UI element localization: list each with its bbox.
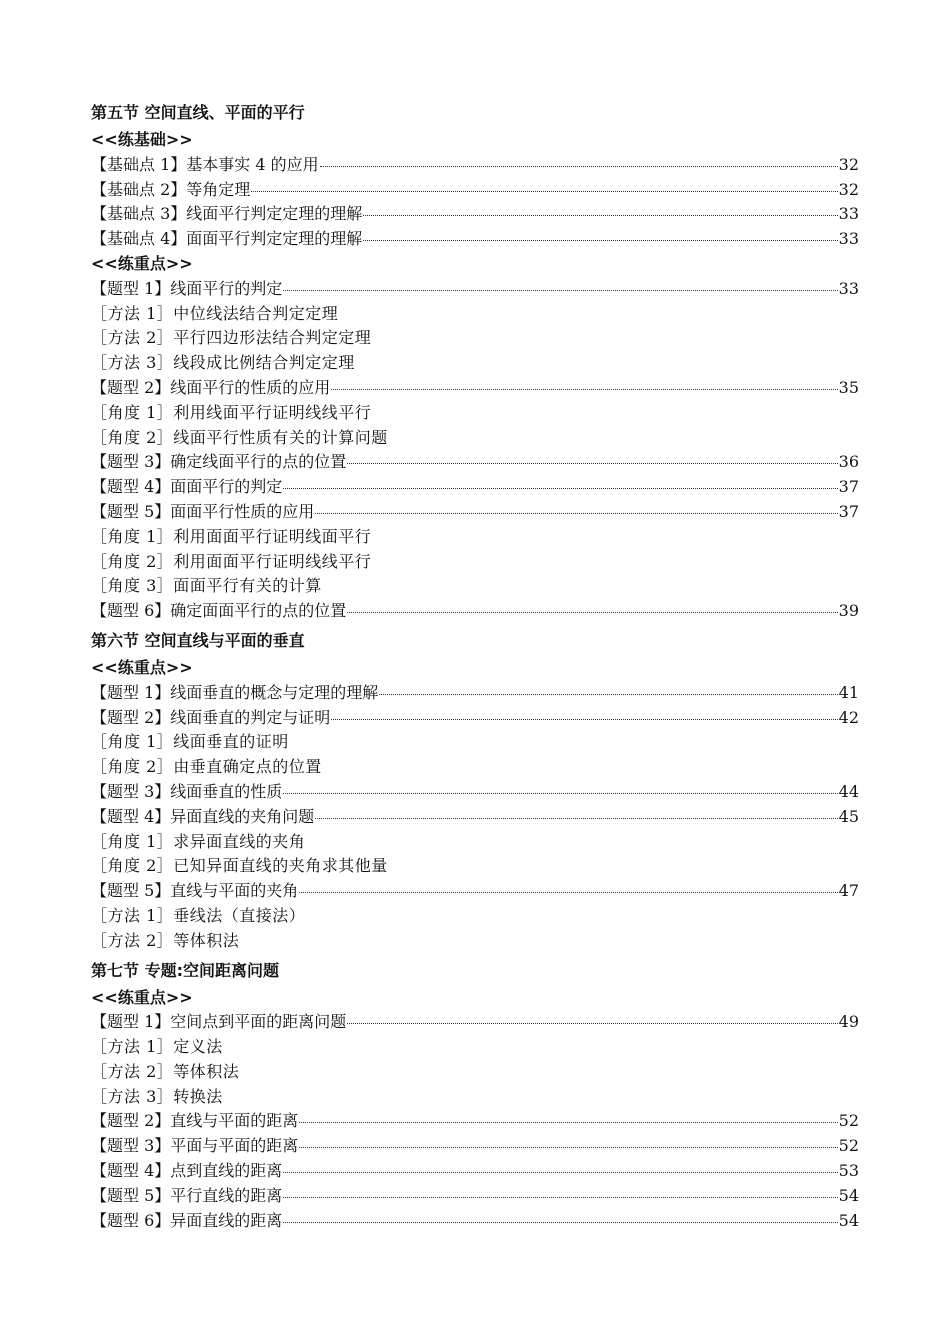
toc-entry-label: 【题型 4】异面直线的夹角问题 <box>91 806 315 826</box>
toc-entry-label: 【题型 1】空间点到平面的距离问题 <box>91 1012 347 1032</box>
toc-entry-label: ［角度 1］利用线面平行证明线线平行 <box>91 402 372 422</box>
toc-entry[interactable] <box>91 277 859 302</box>
toc-entry-label: ［角度 2］利用面面平行证明线线平行 <box>91 551 372 571</box>
toc-entry[interactable] <box>91 706 859 731</box>
toc-entry[interactable] <box>91 681 859 706</box>
page-number: 33 <box>838 229 859 249</box>
toc-subentry <box>91 550 859 575</box>
toc-entry[interactable] <box>91 376 859 401</box>
toc-entry-label: ［角度 1］线面垂直的证明 <box>91 732 289 752</box>
dot-leader <box>283 290 837 291</box>
page-number: 35 <box>838 377 859 397</box>
dot-leader <box>299 1122 837 1123</box>
dot-leader <box>283 488 837 489</box>
page-number: 42 <box>838 707 859 727</box>
toc-entry-label: 【基础点 4】面面平行判定定理的理解 <box>91 229 363 249</box>
page-number: 47 <box>838 881 859 901</box>
section-title: 第七节 专题:空间距离问题 <box>91 960 279 980</box>
toc-entry-label: ［方法 2］等体积法 <box>91 1061 240 1081</box>
toc-entry-label: 【基础点 3】线面平行判定定理的理解 <box>91 204 363 224</box>
dot-leader <box>347 1023 837 1024</box>
toc-entry[interactable] <box>91 475 859 500</box>
toc-entry[interactable] <box>91 1184 859 1209</box>
toc-entry[interactable] <box>91 780 859 805</box>
table-of-contents <box>91 96 859 1233</box>
page-number: 39 <box>838 601 859 621</box>
toc-entry-label: ［方法 1］定义法 <box>91 1037 223 1057</box>
toc-entry[interactable] <box>91 599 859 624</box>
toc-entry[interactable] <box>91 1134 859 1159</box>
page-number: 33 <box>838 278 859 298</box>
dot-leader <box>283 793 837 794</box>
page-number: 33 <box>838 204 859 224</box>
toc-entry[interactable] <box>91 450 859 475</box>
page-number: 32 <box>838 179 859 199</box>
toc-entry-label: 【题型 2】直线与平面的距离 <box>91 1111 299 1131</box>
toc-entry-label: ［方法 1］中位线法结合判定定理 <box>91 303 339 323</box>
dot-leader <box>283 1222 837 1223</box>
toc-subentry <box>91 929 859 954</box>
toc-subentry <box>91 1060 859 1085</box>
toc-entry-label: 【题型 3】线面垂直的性质 <box>91 781 283 801</box>
dot-leader <box>315 818 837 819</box>
dot-leader <box>347 463 837 464</box>
page-number: 53 <box>838 1161 859 1181</box>
toc-subentry <box>91 830 859 855</box>
page-number: 37 <box>838 477 859 497</box>
toc-subentry <box>91 730 859 755</box>
toc-subentry <box>91 302 859 327</box>
toc-entry-label: ［方法 3］转换法 <box>91 1086 223 1106</box>
toc-entry[interactable] <box>91 202 859 227</box>
toc-entry-label: ［方法 3］线段成比例结合判定定理 <box>91 353 355 373</box>
dot-leader <box>320 166 838 167</box>
page-number: 32 <box>838 154 859 174</box>
toc-subentry <box>91 426 859 451</box>
toc-entry-label: ［方法 2］等体积法 <box>91 930 240 950</box>
group-label: <<练重点>> <box>91 657 193 677</box>
dot-leader <box>363 215 837 216</box>
toc-entry-label: 【题型 4】点到直线的距离 <box>91 1161 283 1181</box>
page-number: 37 <box>838 501 859 521</box>
toc-subentry <box>91 755 859 780</box>
toc-entry-label: ［角度 2］已知异面直线的夹角求其他量 <box>91 856 388 876</box>
toc-entry-label: 【题型 5】面面平行性质的应用 <box>91 501 315 521</box>
toc-entry[interactable] <box>91 1159 859 1184</box>
section-title: 第六节 空间直线与平面的垂直 <box>91 630 305 650</box>
dot-leader <box>283 1172 837 1173</box>
toc-entry-label: ［角度 1］求异面直线的夹角 <box>91 831 306 851</box>
toc-entry-label: 【题型 2】线面垂直的判定与证明 <box>91 707 331 727</box>
toc-entry[interactable] <box>91 153 859 178</box>
toc-entry-label: 【题型 2】线面平行的性质的应用 <box>91 377 331 397</box>
page-number: 36 <box>838 452 859 472</box>
toc-entry[interactable] <box>91 1209 859 1234</box>
toc-entry-label: ［角度 1］利用面面平行证明线面平行 <box>91 526 372 546</box>
page-number: 54 <box>838 1185 859 1205</box>
dot-leader <box>299 892 837 893</box>
toc-entry-label: ［角度 2］线面平行性质有关的计算问题 <box>91 427 388 447</box>
toc-entry-label: ［角度 3］面面平行有关的计算 <box>91 576 322 596</box>
group-label: <<练基础>> <box>91 130 193 149</box>
section-title: 第五节 空间直线、平面的平行 <box>91 103 305 122</box>
toc-subentry <box>91 1085 859 1110</box>
toc-entry-label: 【题型 4】面面平行的判定 <box>91 477 283 497</box>
page-number: 52 <box>838 1111 859 1131</box>
toc-entry[interactable] <box>91 805 859 830</box>
toc-subentry <box>91 574 859 599</box>
toc-entry-label: 【题型 5】直线与平面的夹角 <box>91 881 299 901</box>
group-label: <<练重点>> <box>91 253 193 273</box>
dot-leader <box>315 513 837 514</box>
dot-leader <box>251 191 837 192</box>
toc-subentry <box>91 1035 859 1060</box>
page-number: 44 <box>838 781 859 801</box>
toc-entry[interactable] <box>91 1010 859 1035</box>
group-label: <<练重点>> <box>91 987 193 1007</box>
toc-entry[interactable] <box>91 227 859 252</box>
toc-entry-label: 【题型 5】平行直线的距离 <box>91 1185 283 1205</box>
toc-entry[interactable] <box>91 879 859 904</box>
toc-entry[interactable] <box>91 1109 859 1134</box>
toc-subentry <box>91 854 859 879</box>
toc-entry-label: 【基础点 1】基本事实 4 的应用 <box>91 154 319 174</box>
toc-entry-label: 【题型 6】异面直线的距离 <box>91 1210 283 1230</box>
page-number: 49 <box>838 1012 859 1032</box>
toc-entry-label: 【题型 6】确定面面平行的点的位置 <box>91 601 347 621</box>
toc-entry-label: 【题型 1】线面垂直的概念与定理的理解 <box>91 682 379 702</box>
dot-leader <box>283 1197 837 1198</box>
toc-entry-label: 【题型 3】平面与平面的距离 <box>91 1136 299 1156</box>
dot-leader <box>379 694 837 695</box>
toc-entry[interactable] <box>91 500 859 525</box>
toc-entry-label: 【基础点 2】等角定理 <box>91 179 251 199</box>
page-number: 52 <box>838 1136 859 1156</box>
dot-leader <box>331 389 837 390</box>
toc-subentry <box>91 401 859 426</box>
toc-subentry <box>91 326 859 351</box>
page-number: 45 <box>838 806 859 826</box>
page-number: 54 <box>838 1210 859 1230</box>
toc-entry-label: ［方法 2］平行四边形法结合判定定理 <box>91 328 372 348</box>
page-number: 41 <box>838 682 859 702</box>
toc-entry-label: 【题型 3】确定线面平行的点的位置 <box>91 452 347 472</box>
toc-entry-label: 【题型 1】线面平行的判定 <box>91 278 283 298</box>
toc-entry-label: ［角度 2］由垂直确定点的位置 <box>91 757 322 777</box>
dot-leader <box>299 1147 837 1148</box>
toc-subentry <box>91 904 859 929</box>
toc-entry-label: ［方法 1］垂线法（直接法） <box>91 905 306 925</box>
toc-subentry <box>91 525 859 550</box>
dot-leader <box>331 719 837 720</box>
dot-leader <box>347 612 837 613</box>
toc-subentry <box>91 351 859 376</box>
toc-entry[interactable] <box>91 178 859 203</box>
dot-leader <box>363 240 837 241</box>
